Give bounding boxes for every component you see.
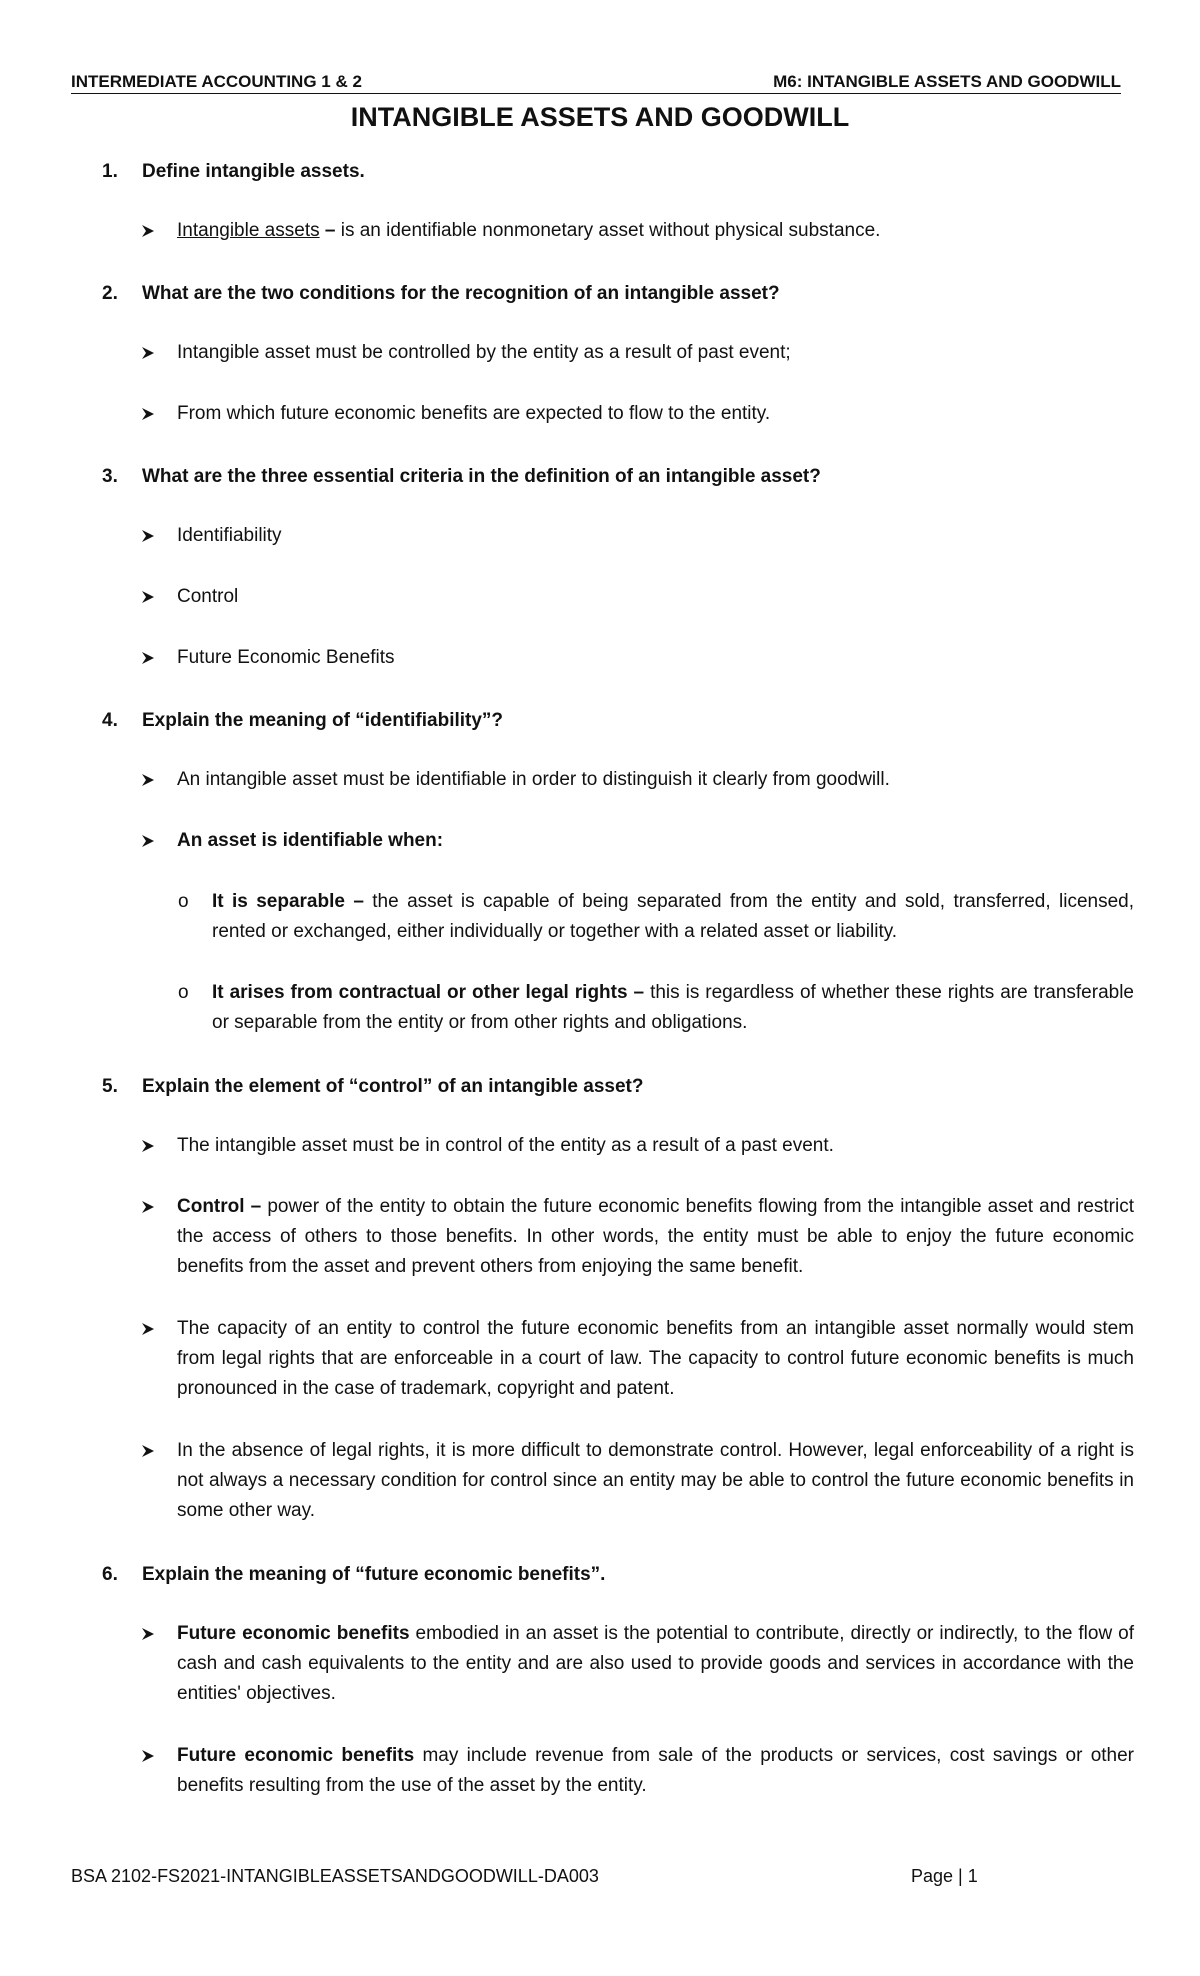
q4-subitem-1: o It is separable – the asset is capable of being separated from the entity and sold, transferred, licensed, rented or exchanged, either individually or together with a related asset or liability. [178, 887, 1134, 947]
footer-document-code: BSA 2102-FS2021-INTANGIBLEASSETSANDGOODWILL-DA003 [71, 1866, 599, 1886]
q6-bullet-2: Future economic benefits may include revenue from sale of the products or services, cost savings or other benefits resulting from the use of the asset by the entity. [141, 1741, 1134, 1801]
question-6: 6. Explain the meaning of “future economic benefits”. [102, 1564, 606, 1585]
arrow-bullet-icon [141, 582, 177, 604]
arrow-bullet-icon [141, 1131, 177, 1153]
page-title: INTANGIBLE ASSETS AND GOODWILL [350, 102, 850, 132]
arrow-bullet-icon [141, 1314, 177, 1336]
circle-bullet-icon: o [178, 891, 189, 912]
question-3: 3. What are the three essential criteria in the definition of an intangible asset? [102, 466, 821, 487]
q2-bullet-1: Intangible asset must be controlled by the entity as a result of past event; [141, 338, 1134, 368]
q5-bullet-4: In the absence of legal rights, it is more difficult to demonstrate control. However, legal enforceability of a right is not always a necessary condition for control since an entity may be able to control the future economic benefits in some other way. [141, 1436, 1134, 1526]
question-2: 2. What are the two conditions for the recognition of an intangible asset? [102, 283, 780, 304]
q5-bullet-2: Control – power of the entity to obtain the future economic benefits flowing from the intangible asset and restrict the access of others to those benefits. In other words, the entity must be able to enjoy the future economic benefits from the asset and prevent others from enjoying the same benefit. [141, 1192, 1134, 1282]
arrow-bullet-icon [141, 216, 177, 238]
q4-subitem-2: o It arises from contractual or other legal rights – this is regardless of whether these rights are transferable or separable from the entity or from other rights and obligations. [178, 978, 1134, 1038]
question-4: 4. Explain the meaning of “identifiability”? [102, 710, 504, 731]
q1-bullet-1: Intangible assets – is an identifiable nonmonetary asset without physical substance. [141, 216, 1134, 246]
q5-bullet-3: The capacity of an entity to control the future economic benefits from an intangible asset normally would stem from legal rights that are enforceable in a court of law. The capacity to control future economic benefits is much pronounced in the case of trademark, copyright and patent. [141, 1314, 1134, 1404]
q3-bullet-2: Control [141, 582, 1134, 612]
arrow-bullet-icon [141, 826, 177, 848]
q5-bullet-1: The intangible asset must be in control of the entity as a result of a past event. [141, 1131, 1134, 1161]
q2-bullet-2: From which future economic benefits are expected to flow to the entity. [141, 399, 1134, 429]
question-1: 1. Define intangible assets. [102, 161, 365, 182]
q6-bullet-1: Future economic benefits embodied in an asset is the potential to contribute, directly or indirectly, to the flow of cash and cash equivalents to the entity and are also used to provide goods and services in accordance with the entities' objectives. [141, 1619, 1134, 1709]
header-module: M6: INTANGIBLE ASSETS AND GOODWILL [773, 72, 1121, 91]
arrow-bullet-icon [141, 765, 177, 787]
arrow-bullet-icon [141, 1741, 177, 1763]
header-course: INTERMEDIATE ACCOUNTING 1 & 2 [71, 72, 362, 91]
page-header [71, 72, 1121, 94]
q4-bullet-1: An intangible asset must be identifiable in order to distinguish it clearly from goodwill. [141, 765, 1134, 795]
circle-bullet-icon: o [178, 982, 189, 1003]
arrow-bullet-icon [141, 1192, 177, 1214]
arrow-bullet-icon [141, 643, 177, 665]
arrow-bullet-icon [141, 338, 177, 360]
question-5: 5. Explain the element of “control” of an intangible asset? [102, 1076, 644, 1097]
q3-bullet-1: Identifiability [141, 521, 1134, 551]
arrow-bullet-icon [141, 521, 177, 543]
q3-bullet-3: Future Economic Benefits [141, 643, 1134, 673]
footer-page-number: Page | 1 [911, 1866, 978, 1886]
arrow-bullet-icon [141, 399, 177, 421]
arrow-bullet-icon [141, 1619, 177, 1641]
q4-bullet-2: An asset is identifiable when: [141, 826, 1134, 856]
arrow-bullet-icon [141, 1436, 177, 1458]
